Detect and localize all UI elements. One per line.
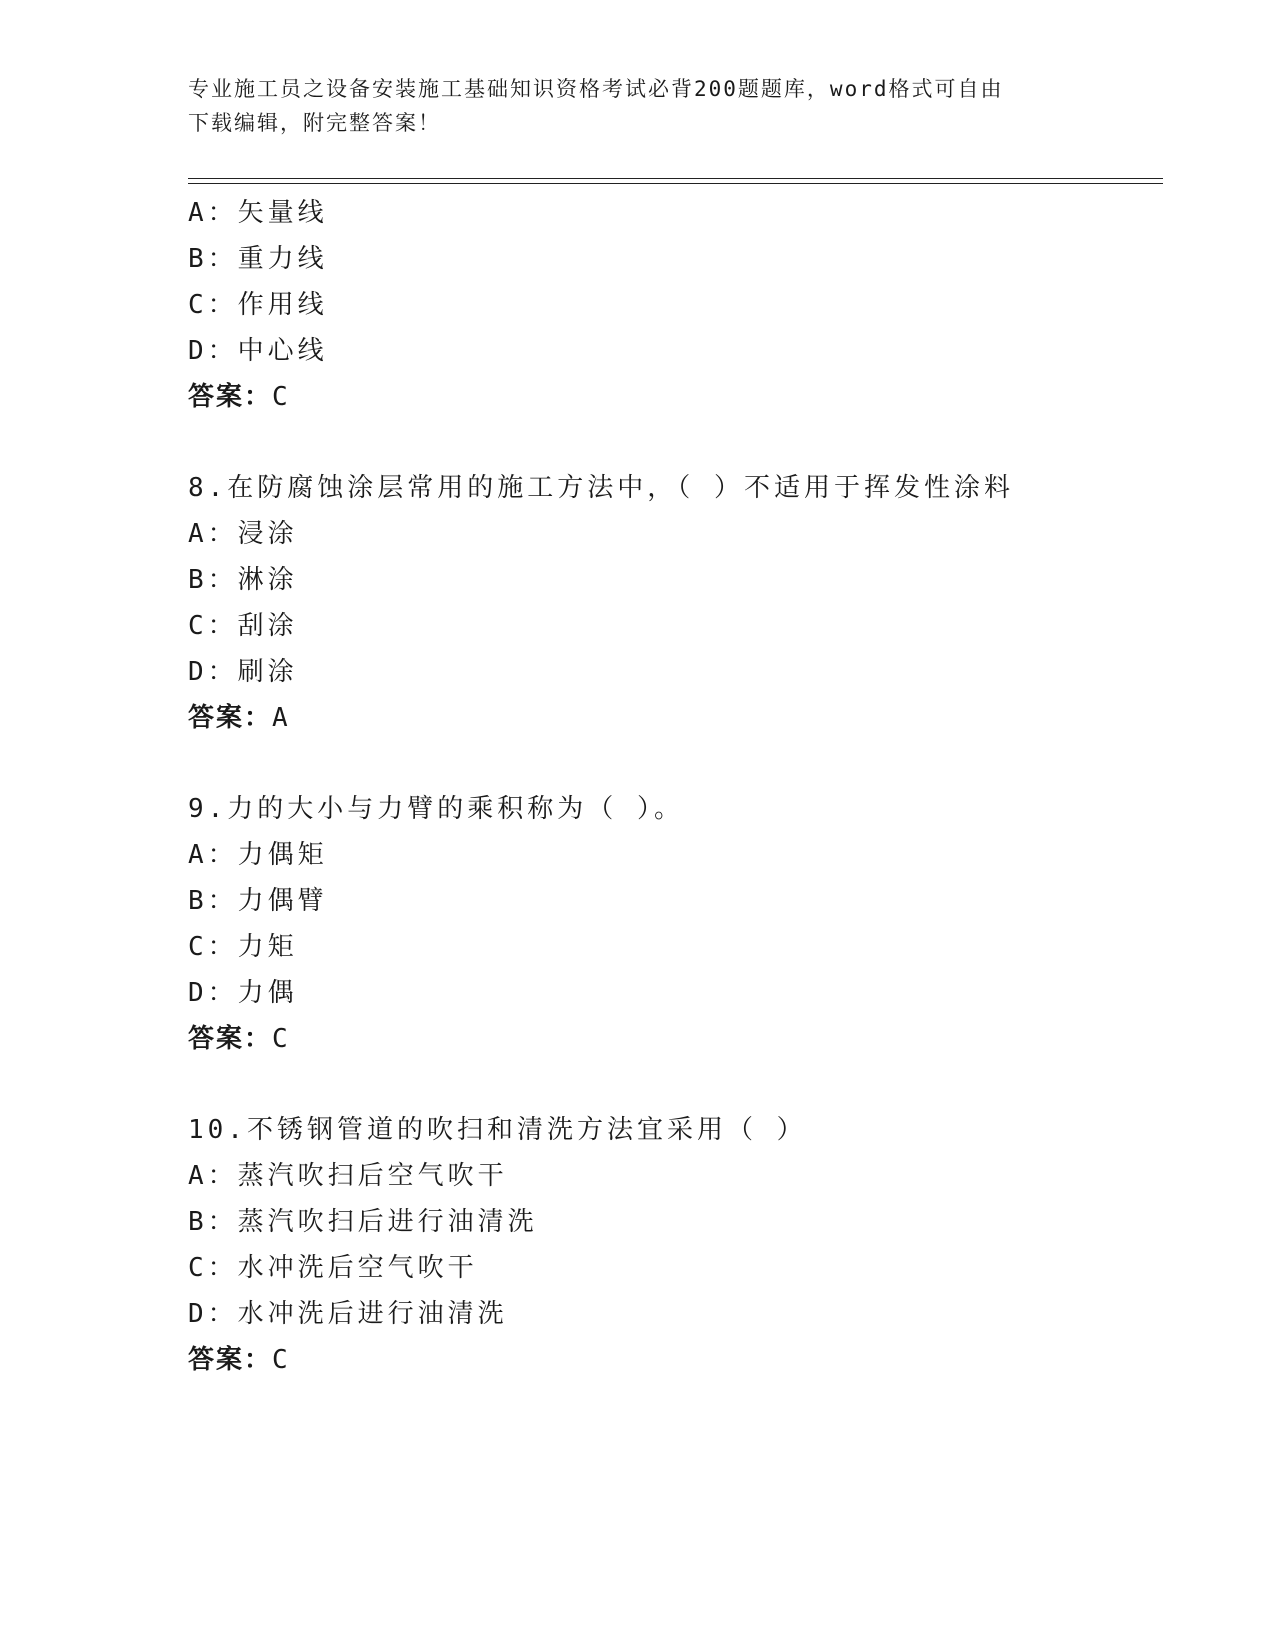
question-block-9 <box>188 786 1163 1062</box>
answer-label: 答案： <box>188 703 273 733</box>
option-b: B：蒸汽吹扫后进行油清洗 <box>188 1207 538 1237</box>
option-c: C：作用线 <box>188 290 328 320</box>
option-d: D：中心线 <box>188 336 328 366</box>
answer-label: 答案： <box>188 1024 273 1054</box>
answer-line <box>188 1337 1163 1383</box>
question-list <box>188 190 1163 1383</box>
answer-value: C <box>272 382 292 412</box>
answer-line <box>188 374 1163 420</box>
option-d: D：刷涂 <box>188 657 298 687</box>
question-text: 10.不锈钢管道的吹扫和清洗方法宜采用（ ） <box>188 1115 807 1145</box>
option-b: B：淋涂 <box>188 565 298 595</box>
option-c: C：刮涂 <box>188 611 298 641</box>
question-block-10 <box>188 1107 1163 1383</box>
answer-label: 答案： <box>188 1345 273 1375</box>
question-text: 9.力的大小与力臂的乘积称为（ ）。 <box>188 794 684 824</box>
header-divider-top <box>188 178 1163 179</box>
header-line-2: 下载编辑，附完整答案！ <box>188 111 441 135</box>
option-c: C：力矩 <box>188 932 298 962</box>
question-block-7 <box>188 190 1163 420</box>
document-header <box>188 72 1088 140</box>
answer-line <box>188 695 1163 741</box>
option-a: A：力偶矩 <box>188 840 328 870</box>
answer-label: 答案： <box>188 382 273 412</box>
header-divider-bottom <box>188 183 1163 184</box>
option-a: A：蒸汽吹扫后空气吹干 <box>188 1161 508 1191</box>
answer-value: C <box>272 1345 292 1375</box>
option-d: D：力偶 <box>188 978 298 1008</box>
option-a: A：矢量线 <box>188 198 328 228</box>
header-line-1: 专业施工员之设备安装施工基础知识资格考试必背200题题库，word格式可自由 <box>188 77 1004 101</box>
answer-value: A <box>272 703 292 733</box>
option-a: A：浸涂 <box>188 519 298 549</box>
question-block-8 <box>188 465 1163 741</box>
option-b: B：重力线 <box>188 244 328 274</box>
answer-line <box>188 1016 1163 1062</box>
option-d: D：水冲洗后进行油清洗 <box>188 1299 508 1329</box>
question-text: 8.在防腐蚀涂层常用的施工方法中，（ ）不适用于挥发性涂料 <box>188 473 1014 503</box>
option-c: C：水冲洗后空气吹干 <box>188 1253 478 1283</box>
answer-value: C <box>272 1024 292 1054</box>
option-b: B：力偶臂 <box>188 886 328 916</box>
